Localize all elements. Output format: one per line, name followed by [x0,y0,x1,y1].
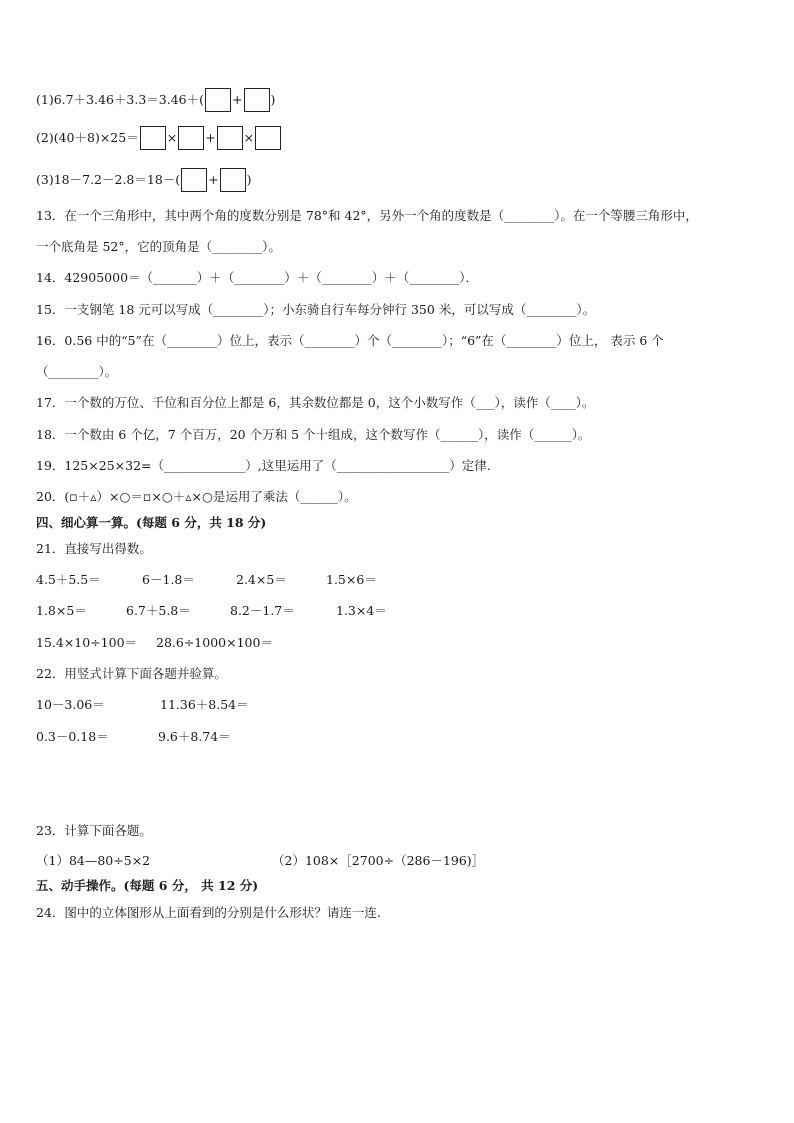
question-23-part-1: （1）84—80÷5×2 [36,853,151,868]
question-23-part-2: （2）108×［2700÷（286－196)］ [272,853,485,868]
answer-box[interactable] [217,126,243,150]
question-15: 15．一支钢笔 18 元可以写成（________）；小东骑自行车每分钟行 350 米，可以写成（________）。 [36,302,596,317]
question-13-line-1: 13．在一个三角形中，其中两个角的度数分别是 78°和 42°，另外一个角的度数是（________）。在一个等腰三角形中， [36,208,698,223]
calc-item: 1.8×5＝ [36,603,87,618]
vertical-calc-item: 0.3－0.18＝ [36,729,109,744]
calc-item: 1.5×6＝ [326,572,377,587]
formula-1-lhs: (1)6.7＋3.46＋3.3＝3.46＋( [36,92,205,107]
formula-2-op3: × [243,130,255,145]
section-5-heading: 五、动手操作。(每题 6 分， 共 12 分) [36,878,259,893]
calc-item: 6－1.8＝ [142,572,195,587]
formula-1-op: + [232,92,243,107]
answer-box[interactable] [255,126,281,150]
answer-box[interactable] [181,168,207,192]
formula-3 [36,168,252,192]
formula-2 [36,126,282,150]
answer-box[interactable] [220,168,246,192]
question-14: 14．42905000＝（_______）＋（________）＋（________）＋（________）． [36,270,479,285]
vertical-calc-item: 11.36＋8.54＝ [160,697,249,712]
formula-3-op: + [208,172,219,187]
calc-item: 28.6÷1000×100＝ [156,635,273,650]
answer-box[interactable] [244,88,270,112]
calc-item: 6.7＋5.8＝ [126,603,191,618]
formula-2-lhs: (2)(40＋8)×25＝ [36,130,139,145]
question-22: 22．用竖式计算下面各题并验算。 [36,666,227,681]
calc-item: 8.2－1.7＝ [230,603,295,618]
formula-2-op1: × [166,130,178,145]
vertical-calc-item: 10－3.06＝ [36,697,105,712]
question-20: 20．(▫＋▵）×○＝▫×○＋▵×○是运用了乘法（______）。 [36,489,357,504]
question-23: 23．计算下面各题。 [36,823,152,838]
question-16-line-1: 16．0.56 中的“5”在（________）位上，表示（________）个（________）；“6”在（________）位上， 表示 6 个 [36,333,664,348]
question-24: 24．图中的立体图形从上面看到的分别是什么形状？请连一连. [36,905,381,920]
calc-item: 15.4×10÷100＝ [36,635,138,650]
question-21: 21．直接写出得数。 [36,541,152,556]
formula-2-op2: + [205,130,216,145]
vertical-calc-item: 9.6＋8.74＝ [158,729,231,744]
question-18: 18．一个数由 6 个亿，7 个百万，20 个万和 5 个十组成，这个数写作（______），读作（______）。 [36,427,591,442]
answer-box[interactable] [140,126,166,150]
question-17: 17．一个数的万位、千位和百分位上都是 6，其余数位都是 0，这个小数写作（___），读作（____）。 [36,395,595,410]
answer-box[interactable] [178,126,204,150]
calc-item: 1.3×4＝ [336,603,387,618]
section-4-heading: 四、细心算一算。(每题 6 分，共 18 分) [36,515,267,530]
answer-box[interactable] [205,88,231,112]
formula-3-close: ) [246,172,252,187]
formula-3-lhs: (3)18－7.2－2.8＝18－( [36,172,181,187]
formula-1 [36,88,275,112]
question-19: 19．125×25×32=（_____________）,这里运用了（__________________）定律. [36,458,491,473]
calc-item: 4.5＋5.5＝ [36,572,101,587]
formula-1-close: ) [270,92,276,107]
calc-item: 2.4×5＝ [236,572,287,587]
question-16-line-2: （________）。 [36,364,118,379]
question-13-line-2: 一个底角是 52°，它的顶角是（________）。 [36,239,281,254]
